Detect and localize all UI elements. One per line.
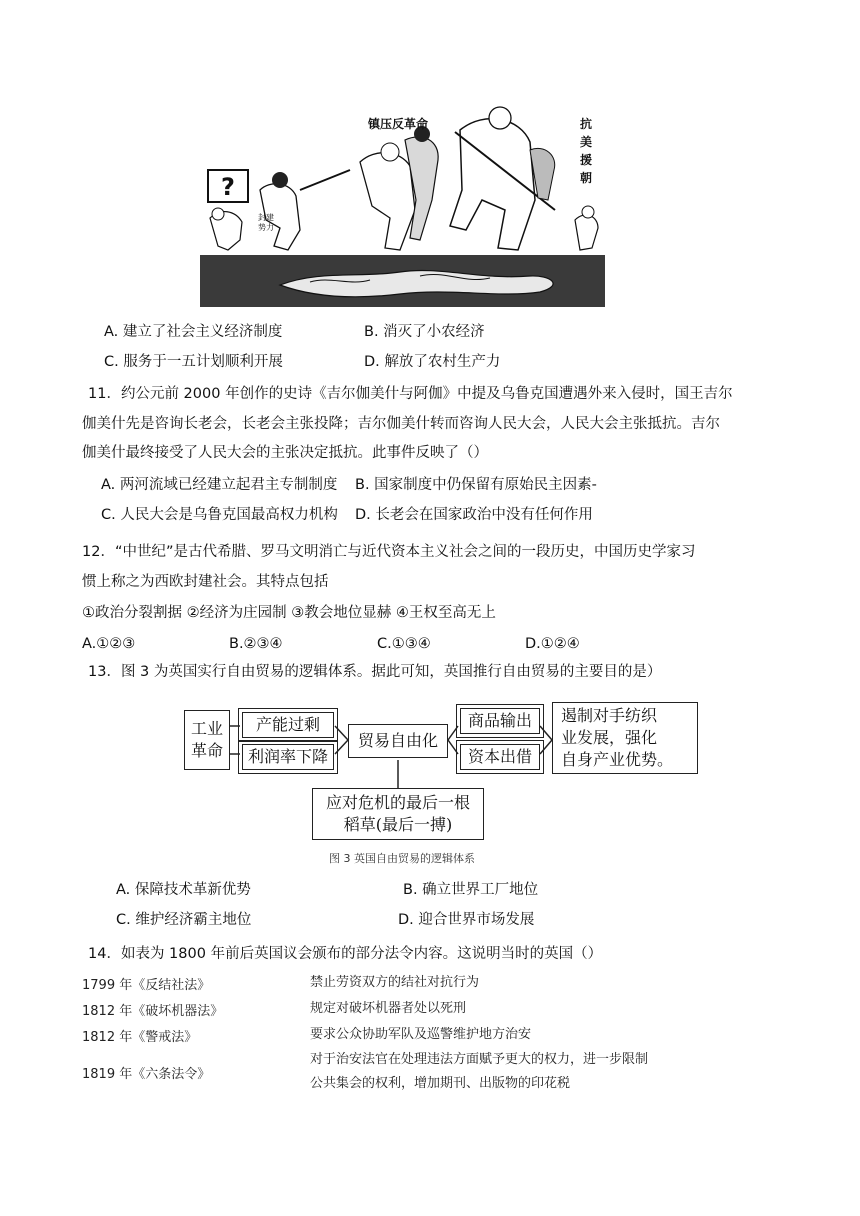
q13-option-c: C. 维护经济霸主地位 [116,912,252,928]
q13-option-b: B. 确立世界工厂地位 [403,882,539,898]
table-row [82,1048,648,1096]
q12-option-a: A.①②③ [82,636,136,652]
q11-stem-line1: 11．约公元前 2000 年创作的史诗《吉尔伽美什与阿伽》中提及乌鲁克国遭遇外来入侵时，国王吉尔 [88,386,733,402]
law-name: 1812 年《破坏机器法》 [82,1003,224,1019]
q13-stem: 13．图 3 为英国实行自由贸易的逻辑体系。据此可知，英国推行自由贸易的主要目的是） [88,664,662,680]
box-trade-liberalization: 贸易自由化 [348,724,448,758]
cartoon-drawing [200,100,605,310]
box-overcapacity: 产能过剩 [242,712,334,738]
q12-stem-line2: 惯上称之为西欧封建社会。其特点包括 [82,574,329,590]
trade-logic-diagram [180,696,700,871]
question-mark: ? [221,173,235,201]
small-figure-right [575,215,598,250]
box-commodity-export: 商品输出 [460,708,540,734]
q12-items: ①政治分裂割据 ②经济为庄园制 ③教会地位显赫 ④王权至高无上 [82,605,496,621]
propaganda-cartoon [200,100,605,310]
q10-option-c: C. 服务于一五计划顺利开展 [104,354,283,370]
label-suppress-counterrevolution: 镇压反革命 [368,117,429,131]
law-name: 1799 年《反结社法》 [82,977,211,993]
q11-option-c: C. 人民大会是乌鲁克国最高权力机构 [101,507,338,523]
box-result: 遏制对手纺织 业发展，强化 自身产业优势。 [552,702,698,774]
q13-option-a: A. 保障技术革新优势 [116,882,251,898]
q12-option-c: C.①③④ [377,636,431,652]
q12-option-b: B.②③④ [229,636,283,652]
table-row [82,970,648,996]
table-row [82,996,648,1022]
law-content: 规定对破坏机器者处以死刑 [310,1001,467,1016]
soldier-middle [360,153,415,250]
q11-option-a: A. 两河流域已经建立起君主专制制度 [101,477,338,493]
law-content-line1: 对于治安法官在处理违法方面赋予更大的权力，进一步限制 [310,1052,649,1067]
q11-option-b: B. 国家制度中仍保留有原始民主因素- [355,477,597,493]
svg-text:封建 势力: 封建 势力 [258,213,274,232]
q10-option-b: B. 消灭了小农经济 [364,324,485,340]
q10-option-a: A. 建立了社会主义经济制度 [104,324,283,340]
q10-option-d: D. 解放了农村生产力 [364,354,501,370]
q11-stem-line3: 伽美什最终接受了人民大会的主张决定抵抗。此事件反映了（） [82,445,488,461]
table-row [82,1022,648,1048]
q11-option-d: D. 长老会在国家政治中没有任何作用 [355,507,593,523]
law-content-line2: 公共集会的权利，增加期刊、出版物的印花税 [310,1076,571,1091]
laws-table [82,970,648,1096]
box-crisis-last-straw: 应对危机的最后一根 稻草(最后一搏) [312,788,484,840]
law-content [310,1048,648,1096]
q13-option-d: D. 迎合世界市场发展 [398,912,535,928]
q11-stem-line2: 伽美什先是咨询长老会，长老会主张投降；吉尔伽美什转而咨询人民大会，人民大会主张抵抗。吉尔 [82,416,720,432]
q14-stem: 14．如表为 1800 年前后英国议会颁布的部分法令内容。这说明当时的英国（） [88,946,603,962]
law-content: 禁止劳资双方的结社对抗行为 [310,975,480,990]
box-capital-export: 资本出借 [460,744,540,770]
box-profit-decline: 利润率下降 [242,744,334,770]
diagram-caption: 图 3 英国自由贸易的逻辑体系 [329,852,475,865]
label-resist-america: 抗 美 援 朝 [580,117,593,185]
q12-option-d: D.①②④ [525,636,580,652]
box-industrial-revolution: 工业 革命 [184,710,230,770]
law-content: 要求公众协助军队及巡警维护地方治安 [310,1027,532,1042]
q12-stem-line1: 12．“中世纪”是古代希腊、罗马文明消亡与近代资本主义社会之间的一段历史，中国历史学家习 [82,544,696,560]
law-name: 1819 年《六条法令》 [82,1066,211,1082]
law-name: 1812 年《警戒法》 [82,1029,198,1045]
